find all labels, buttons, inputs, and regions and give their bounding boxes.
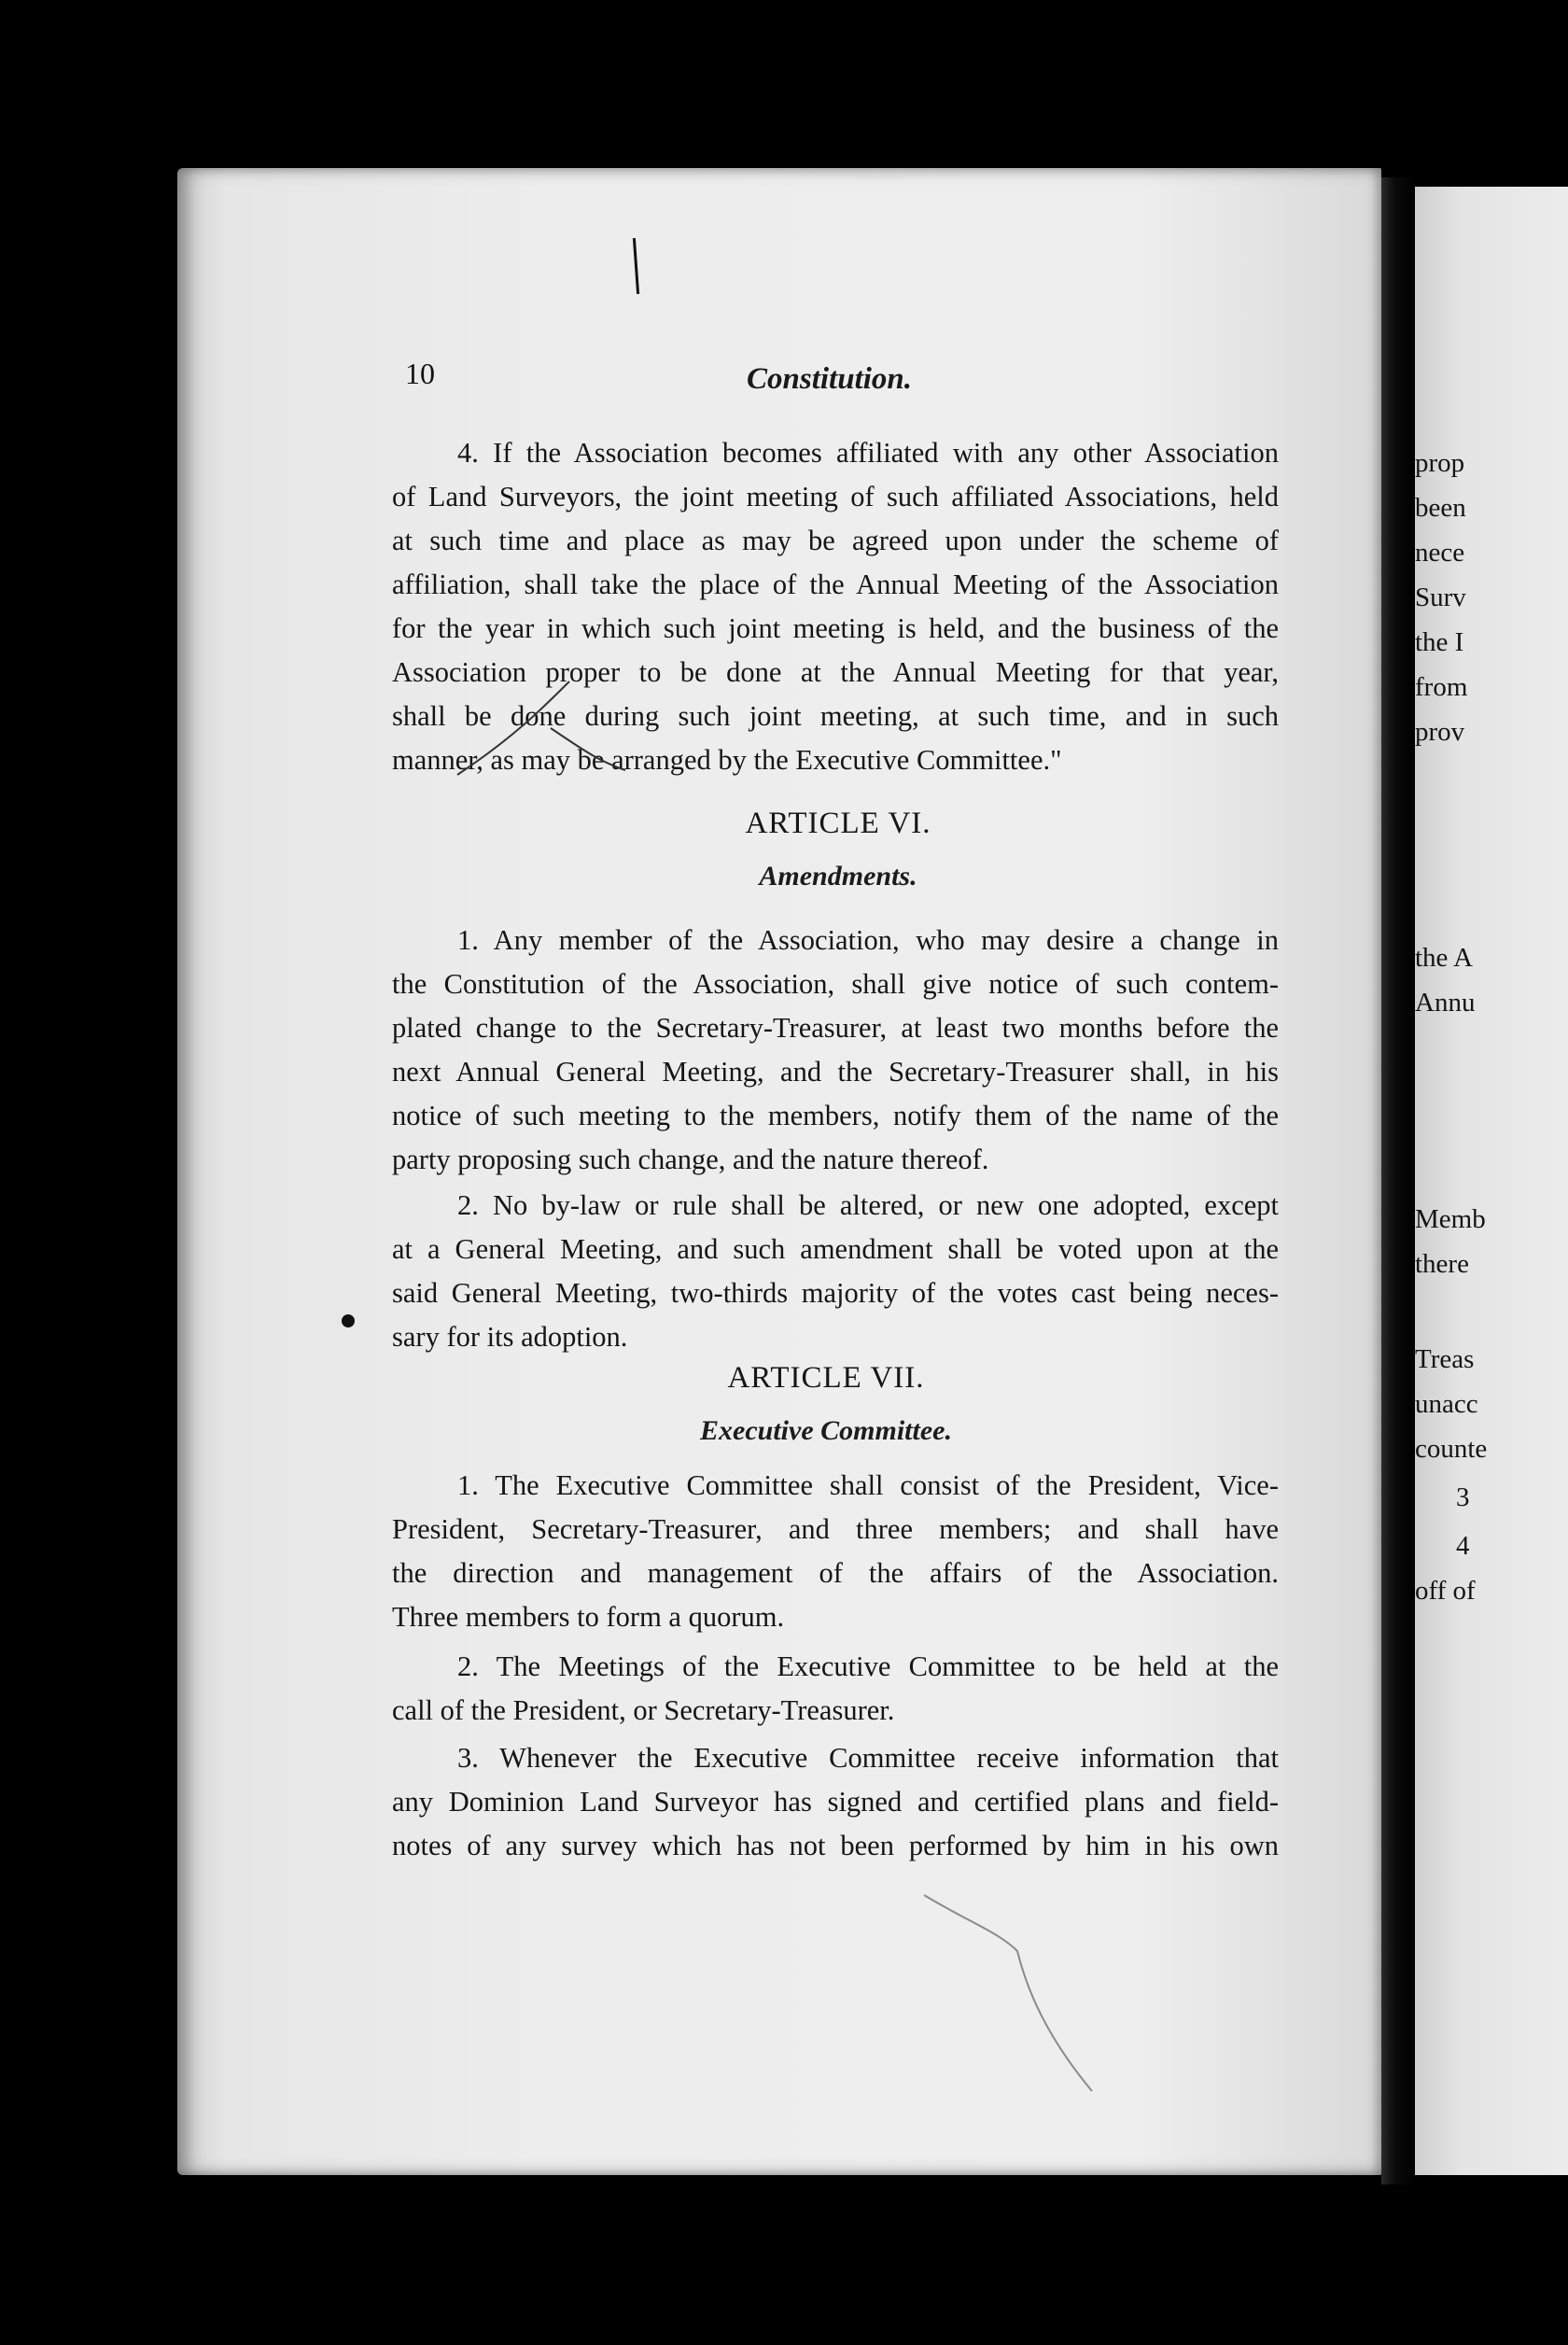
facing-page-fragment: 4: [1456, 1531, 1470, 1561]
article-vi-para-2: [392, 1184, 1279, 1359]
text-line: of Land Surveyors, the joint meeting of such affiliated Associations, held: [392, 481, 1279, 513]
pen-strike-mark: [439, 672, 663, 784]
text-line: at a General Meeting, and such amendment shall be voted upon at the: [392, 1233, 1279, 1265]
article-vi-heading: ARTICLE VI.: [745, 807, 931, 840]
article-vi-subheading: Amendments.: [759, 861, 917, 892]
ink-blot: [342, 1314, 355, 1327]
facing-page-fragment: been: [1415, 493, 1466, 523]
page-number: 10: [405, 357, 435, 390]
facing-page-fragment: nece: [1415, 538, 1465, 568]
facing-page-fragment: the I: [1415, 627, 1464, 657]
book-gutter: [1381, 177, 1415, 2184]
article-vii-para-1: [392, 1464, 1279, 1639]
facing-page-fragment: counte: [1415, 1434, 1488, 1464]
text-line: 2. No by-law or rule shall be altered, or new one adopted, except: [457, 1189, 1279, 1221]
article-vii-para-3: [392, 1736, 1279, 1868]
text-line: 1. The Executive Committee shall consist of the President, Vice-: [457, 1469, 1279, 1501]
text-line: the direction and management of the affairs of the Association.: [392, 1557, 1279, 1589]
text-line: said General Meeting, two-thirds majority of the votes cast being neces-: [392, 1277, 1279, 1309]
text-line: the Constitution of the Association, shall give notice of such contem-: [392, 968, 1279, 1000]
text-line: notes of any survey which has not been performed by him in his own: [392, 1830, 1279, 1861]
facing-page-fragment: Surv: [1415, 583, 1466, 612]
text-line: next Annual General Meeting, and the Secretary-Treasurer shall, in his: [392, 1056, 1279, 1088]
text-line: shall be done during such joint meeting, at such time, and in such: [392, 700, 1279, 732]
article-vii-subheading: Executive Committee.: [700, 1415, 952, 1446]
text-line: affiliation, shall take the place of the Annual Meeting of the Association: [392, 569, 1279, 600]
facing-page-fragment: prov: [1415, 717, 1465, 747]
text-line: 1. Any member of the Association, who may desire a change in: [457, 924, 1279, 956]
facing-page-fragment: off of: [1415, 1576, 1476, 1606]
article-vii-heading: ARTICLE VII.: [727, 1361, 925, 1395]
paper-crease: [915, 1876, 1120, 2100]
facing-page: [1415, 187, 1568, 2175]
facing-page-fragment: prop: [1415, 448, 1465, 478]
text-line: manner, as may be arranged by the Executive Committee.": [392, 744, 1062, 776]
text-line: 4. If the Association becomes affiliated with any other Association: [457, 437, 1279, 469]
facing-page-fragment: Memb: [1415, 1204, 1486, 1234]
facing-page-fragment: there: [1415, 1249, 1469, 1279]
text-line: Association proper to be done at the Annual Meeting for that year,: [392, 656, 1279, 688]
text-line: 2. The Meetings of the Executive Committee to be held at the: [457, 1650, 1279, 1682]
text-line: sary for its adoption.: [392, 1321, 628, 1353]
facing-page-fragment: unacc: [1415, 1389, 1478, 1419]
text-line: party proposing such change, and the nature thereof.: [392, 1144, 989, 1175]
facing-page-fragment: Treas: [1415, 1344, 1475, 1374]
article-vi-para-1: [392, 919, 1279, 1182]
text-line: 3. Whenever the Executive Committee receive information that: [457, 1742, 1279, 1774]
text-line: plated change to the Secretary-Treasurer, at least two months before the: [392, 1012, 1279, 1044]
facing-page-fragment: the A: [1415, 943, 1474, 973]
text-line: call of the President, or Secretary-Treasurer.: [392, 1694, 895, 1726]
text-line: at such time and place as may be agreed upon under the scheme of: [392, 525, 1279, 556]
text-line: President, Secretary-Treasurer, and three members; and shall have: [392, 1513, 1279, 1545]
running-head: Constitution.: [747, 362, 913, 396]
text-line: Three members to form a quorum.: [392, 1601, 785, 1633]
facing-page-fragment: from: [1415, 672, 1468, 702]
facing-page-fragment: 3: [1456, 1482, 1470, 1512]
article-vii-para-2: [392, 1645, 1279, 1733]
text-line: any Dominion Land Surveyor has signed and certified plans and field-: [392, 1786, 1279, 1818]
text-line: for the year in which such joint meeting is held, and the business of the: [392, 612, 1279, 644]
text-line: notice of such meeting to the members, notify them of the name of the: [392, 1100, 1279, 1131]
facing-page-fragment: Annu: [1415, 988, 1476, 1018]
